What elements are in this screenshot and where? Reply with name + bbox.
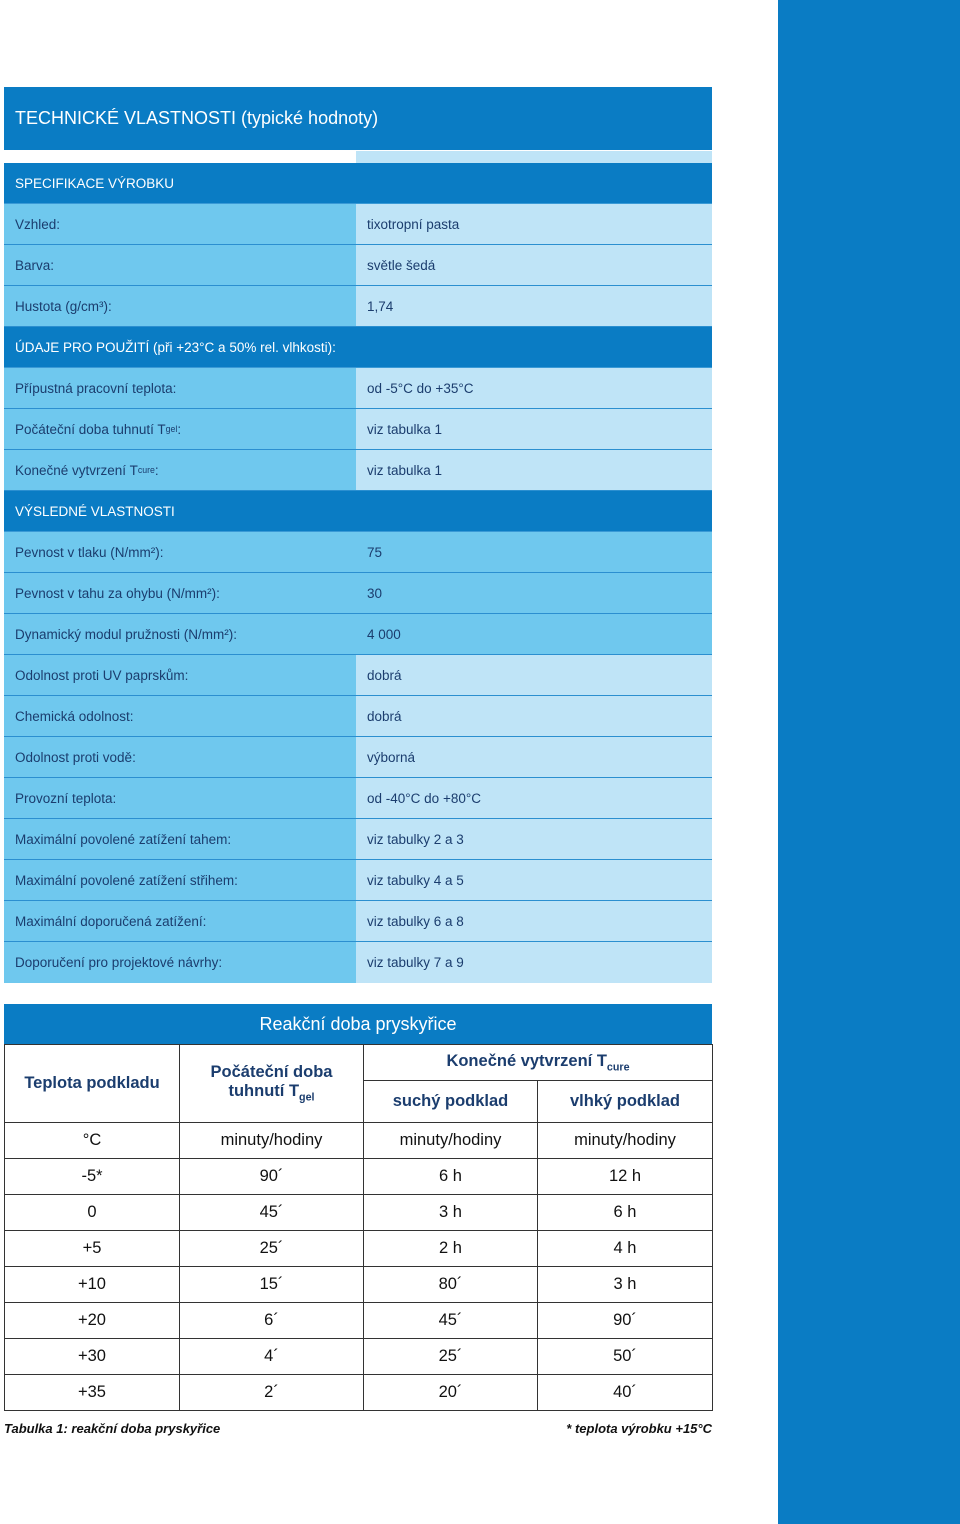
spec-value: výborná <box>356 737 712 777</box>
table-cell: 6 h <box>364 1159 538 1195</box>
spec-value: 4 000 <box>356 614 712 654</box>
table-row <box>5 1231 713 1267</box>
spec-label: Vzhled: <box>4 204 356 244</box>
header-cure <box>364 1045 713 1081</box>
table-cell: 20´ <box>364 1375 538 1411</box>
unit-cell: minuty/hodiny <box>180 1123 364 1159</box>
table-cell: 90´ <box>180 1159 364 1195</box>
resin-title: Reakční doba pryskyřice <box>4 1004 712 1044</box>
table-row <box>5 1375 713 1411</box>
spec-label: Maximální povolené zatížení střihem: <box>4 860 356 900</box>
label-main: Konečné vytvrzení T <box>15 462 138 478</box>
header-wet: vlhký podklad <box>538 1081 713 1123</box>
table-cell: 2 h <box>364 1231 538 1267</box>
spec-value: viz tabulky 6 a 8 <box>356 901 712 941</box>
spec-row <box>4 737 712 778</box>
table-row <box>5 1339 713 1375</box>
spec-value: dobrá <box>356 696 712 736</box>
table-cell: -5* <box>5 1159 180 1195</box>
unit-cell: °C <box>5 1123 180 1159</box>
spec-row <box>4 614 712 655</box>
spec-row <box>4 450 712 491</box>
header-gel-sub: gel <box>299 1091 315 1104</box>
table-cell: 6 h <box>538 1195 713 1231</box>
spec-value: 1,74 <box>356 286 712 326</box>
spec-row <box>4 696 712 737</box>
table-cell: 25´ <box>180 1231 364 1267</box>
spec-row <box>4 368 712 409</box>
table-row <box>5 1267 713 1303</box>
table-cell: 25´ <box>364 1339 538 1375</box>
spec-label: Maximální povolené zatížení tahem: <box>4 819 356 859</box>
label-sub: cure <box>137 465 155 475</box>
spec-row <box>4 204 712 245</box>
spec-value: světle šedá <box>356 245 712 285</box>
table-row <box>5 1159 713 1195</box>
table-cell: 6´ <box>180 1303 364 1339</box>
table-cell: 50´ <box>538 1339 713 1375</box>
header-temp: Teplota podkladu <box>5 1045 180 1123</box>
side-accent-bar <box>778 0 960 1524</box>
resin-grid <box>4 1044 713 1411</box>
section-heading: VÝSLEDNÉ VLASTNOSTI <box>4 491 712 532</box>
spec-value: 30 <box>356 573 712 613</box>
spec-label: Odolnost proti UV paprskům: <box>4 655 356 695</box>
section-heading: SPECIFIKACE VÝROBKU <box>4 163 712 204</box>
header-gel-line2: tuhnutí T <box>228 1082 300 1101</box>
spec-row <box>4 573 712 614</box>
spec-gap <box>4 151 712 163</box>
spec-row <box>4 532 712 573</box>
spec-row <box>4 409 712 450</box>
table-cell: 40´ <box>538 1375 713 1411</box>
spec-value: viz tabulka 1 <box>356 409 712 449</box>
spec-value: od -5°C do +35°C <box>356 368 712 408</box>
table-cell: 45´ <box>364 1303 538 1339</box>
spec-value: od -40°C do +80°C <box>356 778 712 818</box>
table-row <box>5 1303 713 1339</box>
table-cell: +30 <box>5 1339 180 1375</box>
spec-table <box>4 87 712 983</box>
spec-value: 75 <box>356 532 712 572</box>
spec-label <box>4 409 356 449</box>
table-footnote: * teplota výrobku +15°C <box>566 1421 712 1436</box>
spec-row <box>4 245 712 286</box>
spec-title: TECHNICKÉ VLASTNOSTI (typické hodnoty) <box>4 87 712 151</box>
header-cure-main: Konečné vytvrzení T <box>446 1051 607 1070</box>
table-cell: +5 <box>5 1231 180 1267</box>
spec-label: Hustota (g/cm³): <box>4 286 356 326</box>
table-cell: 15´ <box>180 1267 364 1303</box>
spec-label: Pevnost v tahu za ohybu (N/mm²): <box>4 573 356 613</box>
table-row <box>5 1195 713 1231</box>
table-cell: 3 h <box>538 1267 713 1303</box>
spec-label: Doporučení pro projektové návrhy: <box>4 942 356 983</box>
header-gel <box>180 1045 364 1123</box>
table-cell: 12 h <box>538 1159 713 1195</box>
spec-row <box>4 819 712 860</box>
spec-value: viz tabulka 1 <box>356 450 712 490</box>
table-cell: 90´ <box>538 1303 713 1339</box>
spec-label: Dynamický modul pružnosti (N/mm²): <box>4 614 356 654</box>
spec-value: viz tabulky 4 a 5 <box>356 860 712 900</box>
table-cell: +35 <box>5 1375 180 1411</box>
spec-label <box>4 450 356 490</box>
table-cell: 80´ <box>364 1267 538 1303</box>
spec-value: dobrá <box>356 655 712 695</box>
spec-label: Maximální doporučená zatížení: <box>4 901 356 941</box>
label-tail: : <box>177 421 182 437</box>
table-cell: 4´ <box>180 1339 364 1375</box>
spec-row <box>4 286 712 327</box>
label-main: Počáteční doba tuhnutí T <box>15 421 166 437</box>
units-row <box>5 1123 713 1159</box>
spec-row <box>4 655 712 696</box>
table-cell: 3 h <box>364 1195 538 1231</box>
label-tail: : <box>154 462 159 478</box>
spec-row <box>4 942 712 983</box>
header-cure-sub: cure <box>606 1061 630 1074</box>
spec-label: Odolnost proti vodě: <box>4 737 356 777</box>
unit-cell: minuty/hodiny <box>538 1123 713 1159</box>
spec-label: Přípustná pracovní teplota: <box>4 368 356 408</box>
table-caption: Tabulka 1: reakční doba pryskyřice <box>4 1421 221 1436</box>
resin-table <box>4 1004 712 1411</box>
spec-row <box>4 778 712 819</box>
label-sub: gel <box>165 424 178 434</box>
table-cell: +10 <box>5 1267 180 1303</box>
spec-label: Pevnost v tlaku (N/mm²): <box>4 532 356 572</box>
spec-value: viz tabulky 2 a 3 <box>356 819 712 859</box>
table-cell: +20 <box>5 1303 180 1339</box>
header-dry: suchý podklad <box>364 1081 538 1123</box>
spec-row <box>4 860 712 901</box>
header-gel-main: Počáteční doba <box>210 1063 333 1082</box>
spec-label: Provozní teplota: <box>4 778 356 818</box>
table-cell: 45´ <box>180 1195 364 1231</box>
spec-label: Barva: <box>4 245 356 285</box>
spec-row <box>4 901 712 942</box>
spec-value: tixotropní pasta <box>356 204 712 244</box>
unit-cell: minuty/hodiny <box>364 1123 538 1159</box>
table-cell: 0 <box>5 1195 180 1231</box>
table-cell: 2´ <box>180 1375 364 1411</box>
section-heading: ÚDAJE PRO POUŽITÍ (při +23°C a 50% rel. vlhkosti): <box>4 327 712 368</box>
spec-value: viz tabulky 7 a 9 <box>356 942 712 983</box>
table-cell: 4 h <box>538 1231 713 1267</box>
spec-label: Chemická odolnost: <box>4 696 356 736</box>
